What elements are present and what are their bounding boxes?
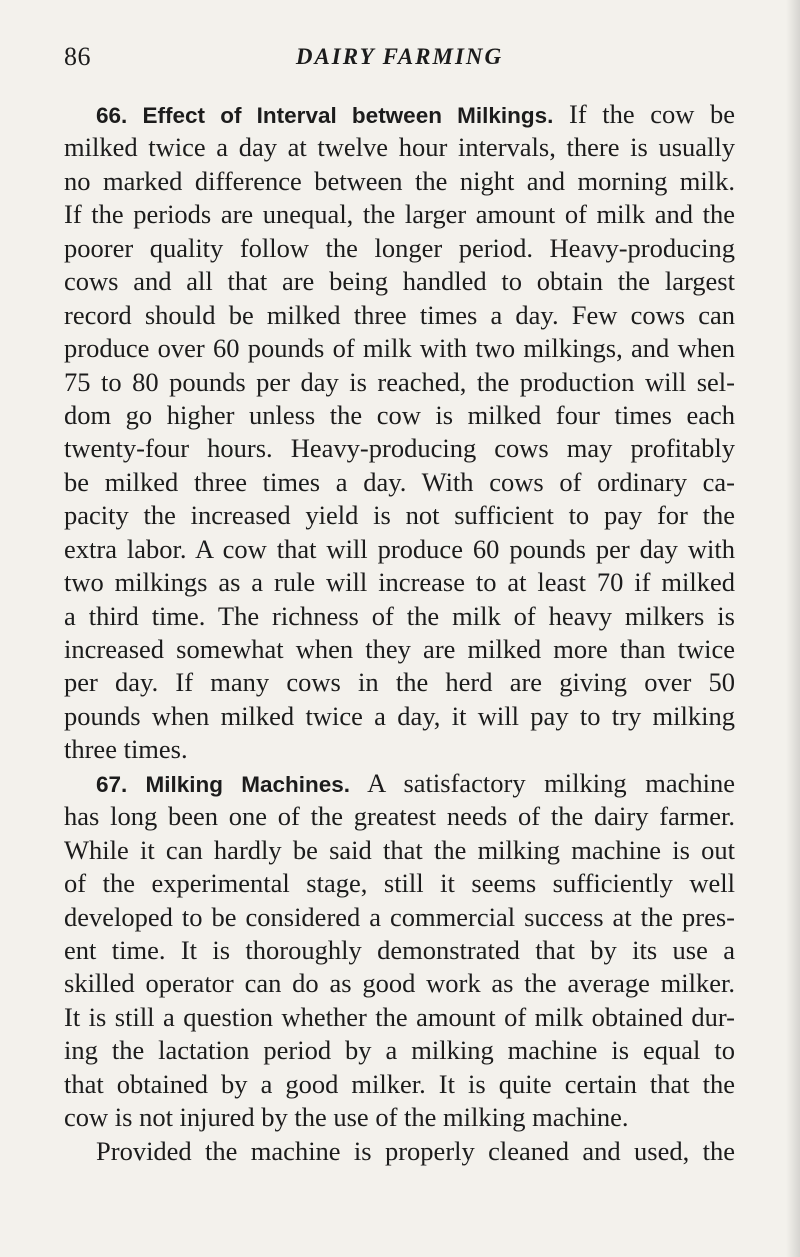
section-67-number: 67. <box>96 771 128 797</box>
section-67-title: Milking Machines. <box>145 771 351 797</box>
section-67-first-line <box>64 767 735 800</box>
text-line: cows and all that are being handled to obtain the largest <box>64 266 735 297</box>
running-title: DAIRY FARMING <box>295 44 504 69</box>
text-line: cow is not injured by the use of the milking machine. <box>64 1102 629 1133</box>
text-line: ent time. It is thoroughly demonstrated that by its use a <box>64 934 735 965</box>
section-66-title: Effect of Interval between Milkings. <box>142 103 554 128</box>
text-line: developed to be considered a commercial success at the pres- <box>64 901 735 932</box>
page-edge-shadow <box>786 0 800 1257</box>
text-line: a third time. The richness of the milk of heavy milkers is <box>64 600 735 631</box>
section-66-heading <box>96 103 553 128</box>
page-number: 86 <box>64 42 91 71</box>
text-line: dom go higher unless the cow is milked four times each <box>64 399 735 430</box>
text-line: 75 to 80 pounds per day is reached, the production will sel- <box>64 366 735 397</box>
text-line: be milked three times a day. With cows of ordinary ca- <box>64 466 735 497</box>
text-line: pounds when milked twice a day, it will pay to try milking <box>64 700 735 731</box>
text-line: of the experimental stage, still it seems sufficiently well <box>64 868 735 899</box>
text-line: ing the lactation period by a milking machine is equal to <box>64 1035 735 1066</box>
text-line: It is still a question whether the amount of milk obtained dur- <box>64 1001 735 1032</box>
section-66-first-line-text: If the cow be <box>569 99 735 129</box>
text-line: twenty-four hours. Heavy-producing cows may profitably <box>64 433 735 464</box>
text-line: record should be milked three times a day. Few cows can <box>64 299 735 330</box>
text-line: has long been one of the greatest needs of the dairy farmer. <box>64 801 735 832</box>
text-line: three times. <box>64 734 188 765</box>
text-line: milked twice a day at twelve hour intervals, there is usually <box>64 132 735 163</box>
text-line: poorer quality follow the longer period. Heavy-producing <box>64 232 735 263</box>
section-66-number: 66. <box>96 103 128 128</box>
text-line: produce over 60 pounds of milk with two milkings, and when <box>64 333 735 364</box>
text-line: skilled operator can do as good work as the average milker. <box>64 968 735 999</box>
text-line: that obtained by a good milker. It is quite certain that the <box>64 1068 735 1099</box>
text-line: no marked difference between the night and morning milk. <box>64 165 735 196</box>
text-line: extra labor. A cow that will produce 60 pounds per day with <box>64 533 735 564</box>
section-67-first-line-text: A satisfactory milking machine <box>367 767 735 798</box>
text-line: increased somewhat when they are milked more than twice <box>64 634 735 664</box>
text-line: Provided the machine is properly cleaned and used, the <box>96 1135 735 1166</box>
section-66-first-line <box>64 98 735 131</box>
text-line: If the periods are unequal, the larger amount of milk and the <box>64 199 735 230</box>
body-text <box>64 98 735 1168</box>
text-line: While it can hardly be said that the milking machine is out <box>64 834 735 865</box>
section-67-heading <box>96 772 350 797</box>
running-head <box>64 42 735 82</box>
text-line: pacity the increased yield is not sufficient to pay for the <box>64 500 735 531</box>
text-line: two milkings as a rule will increase to at least 70 if milked <box>64 567 735 598</box>
text-line: per day. If many cows in the herd are giving over 50 <box>64 667 735 698</box>
